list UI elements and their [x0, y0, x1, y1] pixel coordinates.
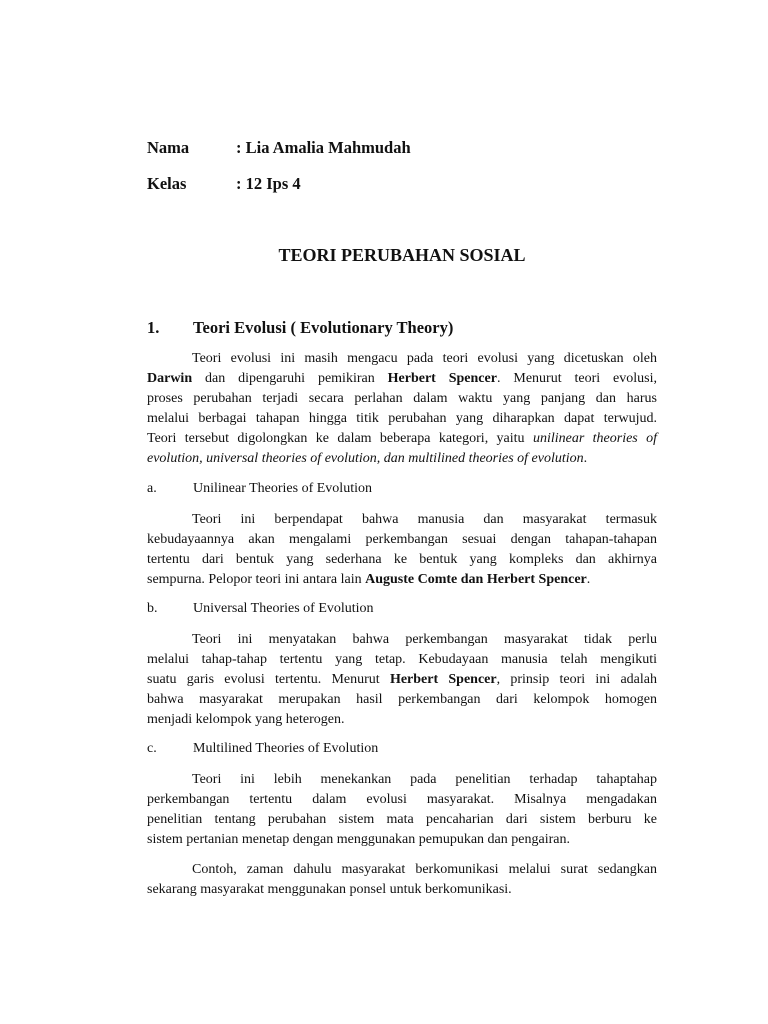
intro-line [147, 449, 657, 469]
intro-line: Teori evolusi ini masih mengacu pada teori evolusi yang dicetuskan oleh [192, 351, 657, 366]
para-line: tertentu dari bentuk yang sederhana ke bentuk yang kompleks dan akhirnya [147, 552, 657, 567]
intro-italic: evolution, universal theories of evolution, dan multilined theories of evolution [147, 451, 584, 466]
para-line: sekarang masyarakat menggunakan ponsel untuk berkomunikasi. [147, 882, 512, 897]
para-text: . [586, 572, 591, 587]
para-line: menjadi kelompok yang heterogen. [147, 712, 345, 727]
section-title: Teori Evolusi ( Evolutionary Theory) [193, 318, 454, 337]
intro-line: melalui berbagai tahapan hingga titik perubahan yang diharapkan dapat terwujud. [147, 411, 657, 426]
darwin-name: Darwin [147, 371, 193, 386]
para-line: penelitian tentang perubahan sistem mata pencaharian dari sistem berburu ke [147, 812, 657, 827]
para-line: kebudayaannya akan mengalami perkembangan sesuai dengan tahapan-tahapan [147, 532, 657, 547]
class-value: : 12 Ips 4 [236, 174, 301, 193]
intro-italic: unilinear theories of [532, 431, 658, 446]
para-text: sempurna. Pelopor teori ini antara lain [147, 572, 366, 587]
para-line: perkembangan tertentu dalam evolusi masyarakat. Misalnya mengadakan [147, 792, 657, 807]
para-line [147, 570, 657, 590]
pioneer-names: Auguste Comte dan Herbert Spencer [365, 572, 587, 587]
subsection-b-title: Universal Theories of Evolution [193, 601, 374, 616]
intro-line [147, 429, 657, 449]
page-title: TEORI PERUBAHAN SOSIAL [278, 245, 526, 265]
subsection-c-letter: c. [147, 741, 157, 756]
name-value: : Lia Amalia Mahmudah [236, 138, 411, 157]
name-label: Nama [147, 138, 190, 157]
subsection-c-paragraph [147, 770, 657, 850]
para-line: bahwa masyarakat merupakan hasil perkembangan dari kelompok homogen [147, 692, 657, 707]
class-label: Kelas [147, 174, 187, 193]
subsection-c-title: Multilined Theories of Evolution [193, 741, 379, 756]
para-line: melalui tahap-tahap tertentu yang tetap. Kebudayaan manusia telah mengikuti [147, 652, 657, 667]
para-line: sistem pertanian menetap dengan menggunakan pemupukan dan pengairan. [147, 832, 570, 847]
para-line: Teori ini berpendapat bahwa manusia dan masyarakat termasuk [192, 512, 657, 527]
subsection-a-title: Unilinear Theories of Evolution [193, 481, 372, 496]
example-paragraph [147, 860, 657, 900]
intro-line [147, 369, 657, 389]
spencer-name: Herbert Spencer [389, 672, 497, 687]
para-text: suatu garis evolusi tertentu. Menurut [147, 672, 390, 687]
intro-text: . Menurut teori evolusi, [496, 371, 657, 386]
subsection-a-paragraph [147, 510, 657, 590]
para-line: Teori ini menyatakan bahwa perkembangan masyarakat tidak perlu [192, 632, 657, 647]
spencer-name: Herbert Spencer [387, 371, 497, 386]
para-line: Contoh, zaman dahulu masyarakat berkomunikasi melalui surat sedangkan [192, 862, 657, 877]
subsection-a-letter: a. [147, 481, 157, 496]
intro-line: proses perubahan terjadi secara perlahan dalam waktu yang panjang dan harus [147, 391, 657, 406]
para-line: Teori ini lebih menekankan pada penelitian terhadap tahaptahap [192, 772, 657, 787]
intro-text: . [583, 451, 588, 466]
subsection-b-letter: b. [147, 601, 158, 616]
para-text: , prinsip teori ini adalah [496, 672, 657, 687]
section-number: 1. [147, 318, 160, 337]
intro-paragraph [147, 349, 657, 469]
intro-text: dan dipengaruhi pemikiran [192, 371, 388, 386]
para-line [147, 670, 657, 690]
intro-text: Teori tersebut digolongkan ke dalam beberapa kategori, yaitu [147, 431, 533, 446]
subsection-b-paragraph [147, 630, 657, 730]
